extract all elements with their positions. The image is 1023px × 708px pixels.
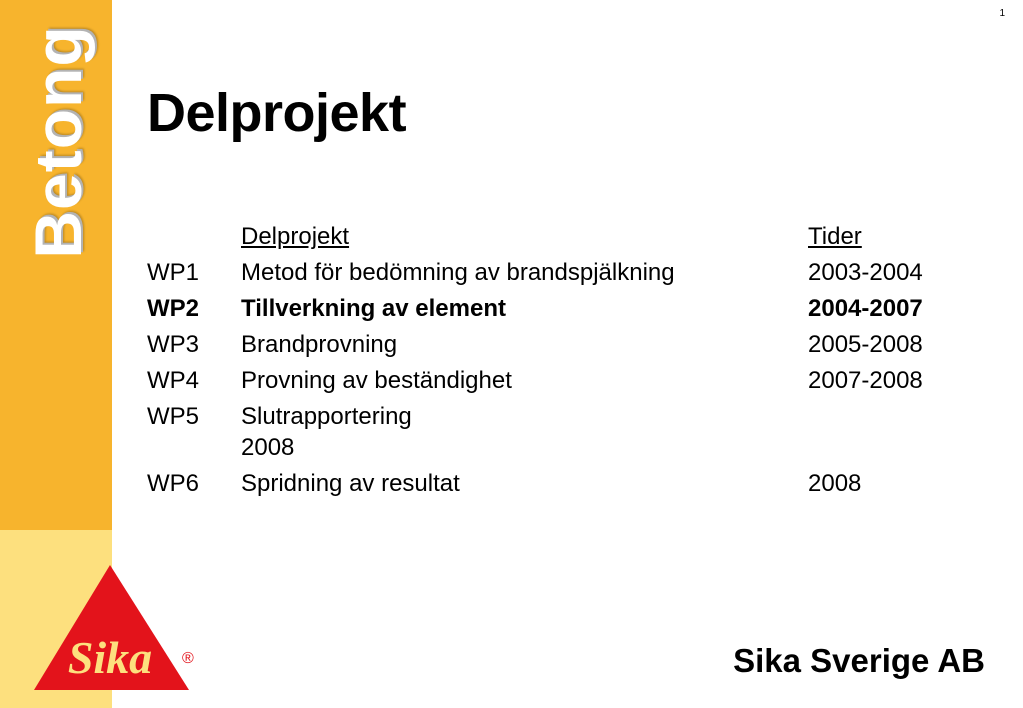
- logo-text: Sika: [67, 632, 153, 683]
- row-code: WP4: [147, 367, 200, 394]
- row-code: WP3: [147, 331, 200, 358]
- row-time: 2008: [241, 434, 295, 461]
- row-time: 2004-2007: [808, 295, 923, 322]
- row-name: Tillverkning av element: [241, 295, 506, 322]
- row-code: WP2: [147, 295, 200, 322]
- brand-text: Betong: [21, 25, 95, 259]
- row-name: Spridning av resultat: [241, 470, 460, 497]
- row-name: Brandprovning: [241, 331, 398, 358]
- row-code: WP5: [147, 403, 200, 430]
- row-name: Metod för bedömning av brandspjälkning: [241, 259, 675, 286]
- company-name: Sika Sverige AB: [733, 642, 985, 679]
- page-number: 1: [999, 8, 1005, 19]
- registered-mark: ®: [182, 650, 194, 667]
- row-time: 2008: [808, 470, 862, 497]
- row-name: Provning av beständighet: [241, 367, 512, 394]
- row-code: WP1: [147, 259, 200, 286]
- sika-logo-icon: [32, 563, 192, 693]
- page-title: Delprojekt: [147, 83, 407, 143]
- row-time: 2007-2008: [808, 367, 923, 394]
- header-delprojekt: Delprojekt: [241, 223, 350, 250]
- row-name: Slutrapportering: [241, 403, 412, 430]
- row-time: 2005-2008: [808, 331, 923, 358]
- row-code: WP6: [147, 470, 200, 497]
- header-tider: Tider: [808, 223, 862, 250]
- row-time: 2003-2004: [808, 259, 923, 286]
